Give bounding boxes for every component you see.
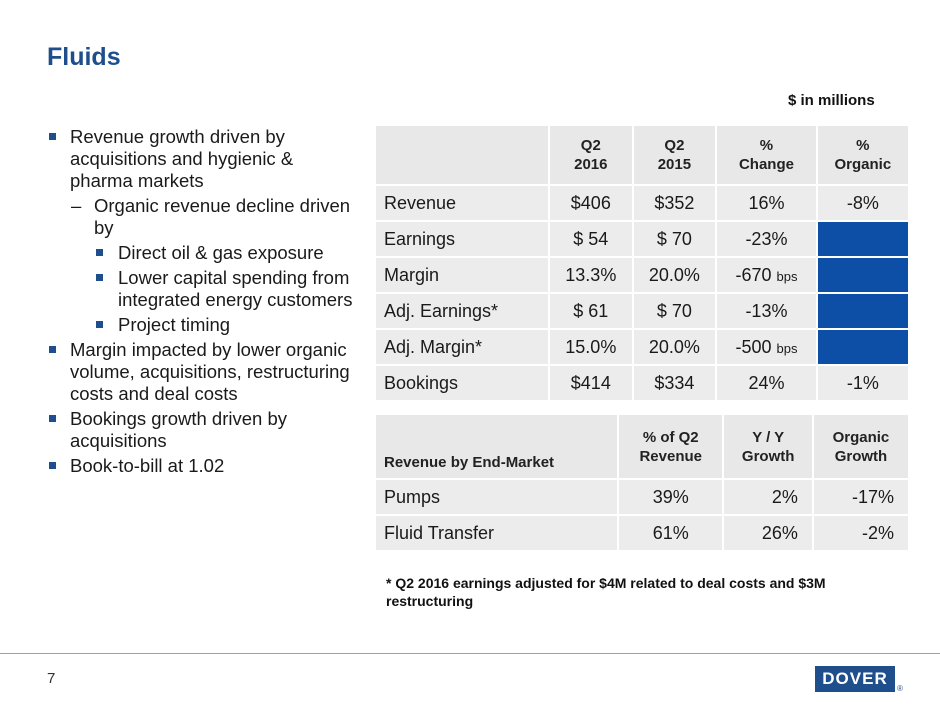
table-row: [376, 330, 908, 364]
page-title: Fluids: [47, 43, 121, 71]
pct-change-value: [717, 330, 815, 364]
bullet-item: [48, 408, 358, 452]
table-row: [376, 516, 908, 550]
organic-blank-cell: [818, 330, 908, 364]
empty-header-cell: [376, 126, 548, 184]
yoy-growth-value: 2%: [724, 480, 811, 514]
header-share: % of Q2 Revenue: [619, 415, 722, 478]
q2-2015-value: $334: [634, 366, 716, 400]
row-label: Bookings: [376, 366, 548, 400]
bullet-text: Lower capital spending from integrated energy customers: [118, 267, 353, 310]
q2-2015-value: $ 70: [634, 294, 716, 328]
organic-blank-cell: [818, 294, 908, 328]
header-q2-2015: Q2 2015: [634, 126, 716, 184]
row-label: Adj. Margin*: [376, 330, 548, 364]
units-note: $ in millions: [788, 92, 875, 109]
revenue-share-value: 39%: [619, 480, 722, 514]
organic-blank-cell: [818, 222, 908, 256]
header-end-market: Revenue by End-Market: [376, 415, 617, 478]
pct-change-value: [717, 222, 815, 256]
q2-2016-value: 15.0%: [550, 330, 632, 364]
end-market-table: [374, 413, 910, 552]
footer-divider: [0, 653, 940, 654]
header-pct-change: % Change: [717, 126, 815, 184]
bullet-item: [48, 455, 358, 477]
q2-2016-value: $ 61: [550, 294, 632, 328]
header-organic-growth: Organic Growth: [814, 415, 908, 478]
header-yoy-growth: Y / Y Growth: [724, 415, 811, 478]
change-number: -500: [735, 336, 772, 357]
bullet-text: Book-to-bill at 1.02: [70, 455, 225, 476]
row-label: Revenue: [376, 186, 548, 220]
bullet-text: Bookings growth driven by acquisitions: [70, 408, 287, 451]
dover-logo: DOVER: [815, 666, 895, 692]
change-number: -670: [735, 264, 772, 285]
financial-summary-table: [374, 124, 910, 402]
registered-mark-icon: ®: [897, 684, 903, 693]
change-unit: bps: [776, 340, 798, 356]
square-bullet-icon: [96, 321, 103, 328]
bullet-item: [48, 242, 358, 264]
end-market-label: Fluid Transfer: [376, 516, 617, 550]
row-label: Adj. Earnings*: [376, 294, 548, 328]
table-row: [376, 480, 908, 514]
footnote: * Q2 2016 earnings adjusted for $4M related to deal costs and $3M restructuring: [386, 575, 826, 609]
q2-2015-value: 20.0%: [634, 330, 716, 364]
bullet-item: [48, 339, 358, 405]
pct-change-value: [717, 294, 815, 328]
bullet-item: [48, 195, 358, 239]
bullet-list: [48, 126, 358, 480]
q2-2016-value: $406: [550, 186, 632, 220]
q2-2015-value: $352: [634, 186, 716, 220]
organic-growth-value: -2%: [814, 516, 908, 550]
bullet-item: [48, 267, 358, 311]
end-market-label: Pumps: [376, 480, 617, 514]
change-number: -13%: [745, 300, 788, 321]
bullet-text: Margin impacted by lower organic volume, acquisitions, restructuring costs and deal costs: [70, 339, 350, 404]
change-number: 16%: [748, 192, 785, 213]
page-number: 7: [47, 670, 56, 687]
table-row: [376, 258, 908, 292]
pct-change-value: [717, 366, 815, 400]
q2-2015-value: $ 70: [634, 222, 716, 256]
square-bullet-icon: [96, 249, 103, 256]
table-row: [376, 366, 908, 400]
table-header-row: [376, 415, 908, 478]
square-bullet-icon: [49, 462, 56, 469]
change-unit: bps: [776, 268, 798, 284]
square-bullet-icon: [49, 346, 56, 353]
q2-2015-value: 20.0%: [634, 258, 716, 292]
square-bullet-icon: [49, 415, 56, 422]
q2-2016-value: $ 54: [550, 222, 632, 256]
header-pct-organic: % Organic: [818, 126, 908, 184]
row-label: Earnings: [376, 222, 548, 256]
change-number: 24%: [748, 372, 785, 393]
revenue-share-value: 61%: [619, 516, 722, 550]
change-number: -23%: [745, 228, 788, 249]
row-label: Margin: [376, 258, 548, 292]
table-row: [376, 222, 908, 256]
bullet-item: [48, 126, 358, 192]
bullet-text: Project timing: [118, 314, 231, 335]
bullet-item: [48, 314, 358, 336]
yoy-growth-value: 26%: [724, 516, 811, 550]
table-header-row: [376, 126, 908, 184]
q2-2016-value: $414: [550, 366, 632, 400]
pct-change-value: [717, 186, 815, 220]
organic-growth-value: -17%: [814, 480, 908, 514]
square-bullet-icon: [96, 274, 103, 281]
dash-bullet-icon: –: [71, 195, 82, 216]
bullet-text: Revenue growth driven by acquisitions and hygienic & pharma markets: [70, 126, 294, 191]
pct-change-value: [717, 258, 815, 292]
table-row: [376, 186, 908, 220]
square-bullet-icon: [49, 133, 56, 140]
bullet-text: Direct oil & gas exposure: [118, 242, 324, 263]
table-row: [376, 294, 908, 328]
pct-organic-value: -1%: [818, 366, 908, 400]
bullet-text: Organic revenue decline driven by: [94, 195, 351, 238]
header-q2-2016: Q2 2016: [550, 126, 632, 184]
organic-blank-cell: [818, 258, 908, 292]
q2-2016-value: 13.3%: [550, 258, 632, 292]
pct-organic-value: -8%: [818, 186, 908, 220]
